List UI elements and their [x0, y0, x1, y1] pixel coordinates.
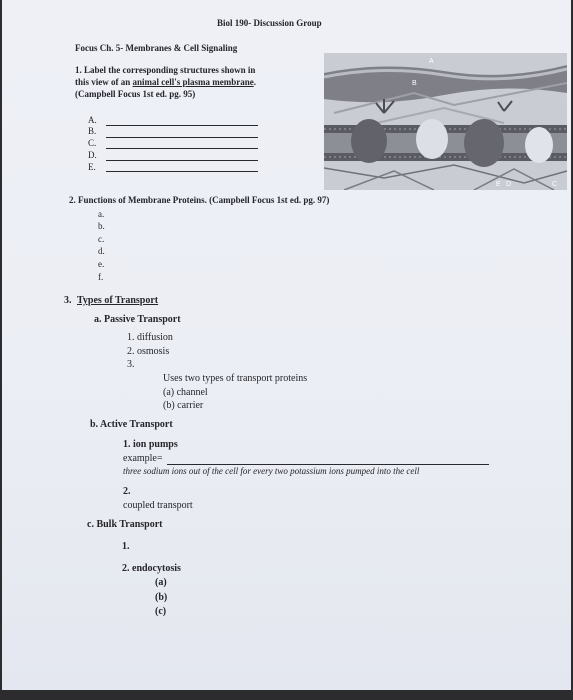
figure-letter-d: D — [506, 181, 512, 188]
endocytosis-sub-c: (c) — [155, 606, 167, 617]
q3-number: 3. — [64, 295, 72, 306]
active-item-2: 2. — [123, 486, 131, 497]
focus-title: Focus Ch. 5- Membranes & Cell Signaling — [75, 43, 238, 53]
q1-line2-text: this view of an — [75, 77, 133, 87]
passive-item-2: 2. osmosis — [127, 346, 170, 357]
q1-underlined-phrase: animal cell's plasma membrane — [132, 77, 254, 87]
endocytosis-sub-a: (a) — [155, 577, 167, 588]
plasma-membrane-figure — [324, 53, 567, 190]
bulk-item-1: 1. — [122, 541, 130, 552]
example-answer-line[interactable] — [167, 464, 489, 465]
q2-item-a: a. — [98, 209, 105, 219]
passive-item-1: 1. diffusion — [127, 332, 173, 343]
coupled-transport-text: coupled transport — [123, 500, 193, 511]
q2-title: 2. Functions of Membrane Proteins. (Campbell Focus 1st ed. pg. 97) — [69, 195, 330, 205]
figure-letter-c: C — [552, 181, 558, 188]
q2-item-c: c. — [98, 234, 105, 244]
channel-item: (a) channel — [163, 387, 208, 398]
q1-label-a: A. — [88, 115, 97, 125]
ion-pumps-item: 1. ion pumps — [123, 439, 178, 450]
answer-line-c[interactable] — [106, 148, 258, 149]
figure-letter-a: A — [429, 58, 434, 65]
endocytosis-sub-b: (b) — [155, 592, 168, 603]
q2-item-d: d. — [98, 246, 105, 256]
q1-citation: (Campbell Focus 1st ed. pg. 95) — [75, 89, 196, 99]
q1-line1: 1. Label the corresponding structures shown in — [75, 65, 256, 75]
answer-line-b[interactable] — [106, 137, 258, 138]
answer-line-d[interactable] — [106, 160, 258, 161]
q2-item-e: e. — [98, 259, 105, 269]
answer-line-e[interactable] — [106, 171, 258, 172]
q3-title: Types of Transport — [77, 295, 159, 306]
passive-transport-heading: a. Passive Transport — [94, 314, 181, 325]
q2-item-f: f. — [98, 272, 104, 282]
transport-proteins-note: Uses two types of transport proteins — [163, 373, 308, 384]
figure-letter-e: E — [496, 181, 501, 188]
carrier-item: (b) carrier — [163, 400, 204, 411]
figure-letter-b: B — [412, 80, 417, 87]
passive-item-3: 3. — [127, 359, 135, 370]
example-label: example= — [123, 453, 163, 464]
endocytosis-item: 2. endocytosis — [122, 563, 181, 574]
q1-label-c: C. — [88, 138, 97, 148]
answer-line-a[interactable] — [106, 125, 258, 126]
course-header: Biol 190- Discussion Group — [217, 18, 322, 28]
bulk-transport-heading: c. Bulk Transport — [87, 519, 163, 530]
q2-item-b: b. — [98, 221, 105, 231]
example-text: three sodium ions out of the cell for every two potassium ions pumped into the cell — [123, 466, 420, 476]
q1-line2 — [75, 78, 256, 87]
q1-period: . — [253, 77, 257, 87]
q1-label-d: D. — [88, 150, 97, 160]
active-transport-heading: b. Active Transport — [90, 419, 173, 430]
q1-label-b: B. — [88, 126, 97, 136]
q1-label-e: E. — [88, 162, 96, 172]
worksheet-page — [2, 0, 571, 690]
